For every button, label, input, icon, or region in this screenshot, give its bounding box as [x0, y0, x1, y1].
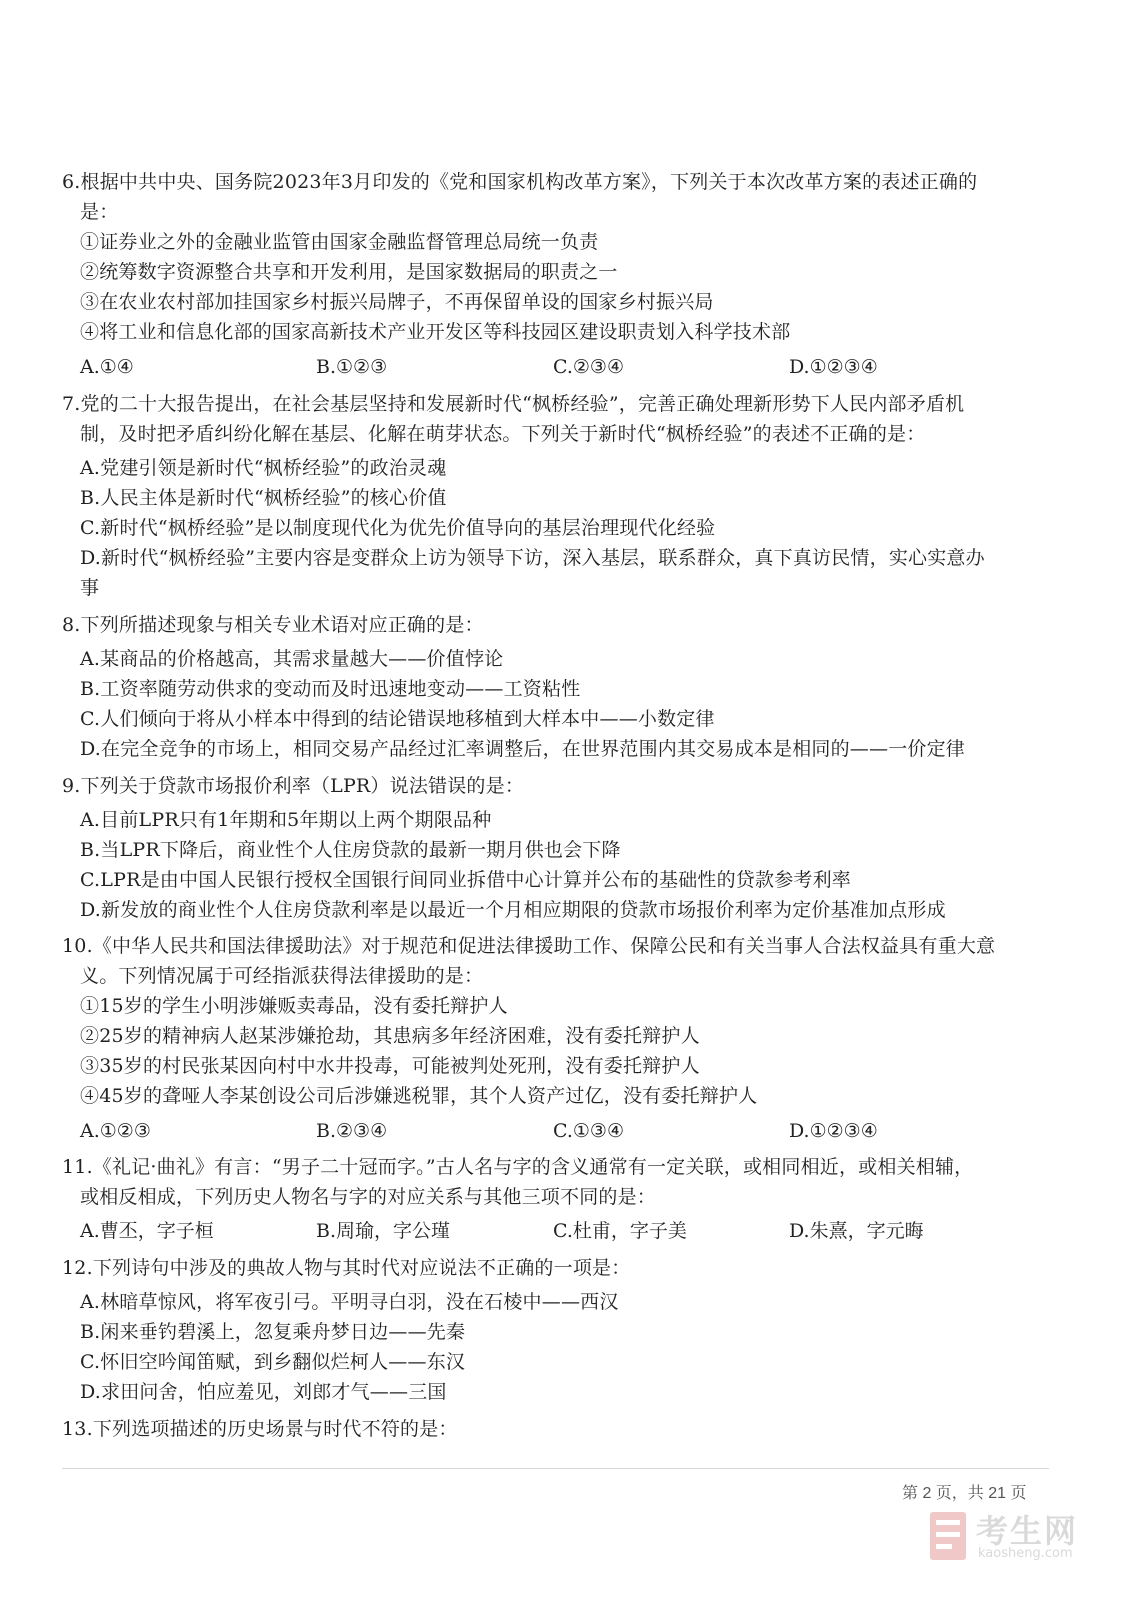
footer-divider: [62, 1468, 1049, 1469]
question-6-item-1: ①证券业之外的金融业监管由国家金融监督管理总局统一负责: [80, 231, 599, 253]
question-6-option-b: B.①②③: [316, 356, 388, 378]
watermark-logo-text: 考生网: [976, 1512, 1079, 1550]
question-7-option-d-cont: 事: [80, 577, 100, 599]
question-6-item-4: ④将工业和信息化部的国家高新技术产业开发区等科技园区建设职责划入科学技术部: [80, 321, 791, 343]
question-6-stem-line-2: 是：: [80, 201, 119, 223]
question-9-stem: 9.下列关于贷款市场报价利率（LPR）说法错误的是：: [62, 775, 525, 797]
question-7-option-b: B.人民主体是新时代“枫桥经验”的核心价值: [80, 487, 447, 509]
question-12-option-c: C.怀旧空吟闻笛赋，到乡翻似烂柯人——东汉: [80, 1351, 466, 1373]
watermark-url: kaosheng.com: [978, 1546, 1073, 1561]
question-12-option-b: B.闲来垂钓碧溪上，忽复乘舟梦日边——先秦: [80, 1321, 466, 1343]
question-6-option-c: C.②③④: [553, 356, 624, 378]
question-10-item-4: ④45岁的聋哑人李某创设公司后涉嫌逃税罪，其个人资产过亿，没有委托辩护人: [80, 1085, 758, 1107]
question-10-item-1: ①15岁的学生小明涉嫌贩卖毒品，没有委托辩护人: [80, 995, 508, 1017]
question-11-option-b: B.周瑜，字公瑾: [316, 1220, 451, 1242]
question-10-option-a: A.①②③: [80, 1120, 151, 1142]
question-8-stem: 8.下列所描述现象与相关专业术语对应正确的是：: [62, 614, 484, 636]
question-11-option-a: A.曹丕，字子桓: [80, 1220, 214, 1242]
question-6-option-d: D.①②③④: [789, 356, 878, 378]
question-10-item-3: ③35岁的村民张某因向村中水井投毒，可能被判处死刑，没有委托辩护人: [80, 1055, 700, 1077]
question-11-stem-line-2: 或相反相成，下列历史人物名与字的对应关系与其他三项不同的是：: [80, 1186, 657, 1208]
watermark-logo: [928, 1506, 1128, 1586]
page-number: 第 2 页，共 21 页: [902, 1485, 1027, 1502]
question-10-option-c: C.①③④: [553, 1120, 624, 1142]
question-6-option-a: A.①④: [80, 356, 134, 378]
question-7-option-a: A.党建引领是新时代“枫桥经验”的政治灵魂: [80, 457, 447, 479]
question-10-option-d: D.①②③④: [789, 1120, 878, 1142]
question-12-option-d: D.求田问舍，怕应羞见，刘郎才气——三国: [80, 1381, 447, 1403]
question-9-option-c: C.LPR是由中国人民银行授权全国银行间同业拆借中心计算并公布的基础性的贷款参考利率: [80, 869, 852, 891]
question-13-stem: 13.下列选项描述的历史场景与时代不符的是：: [62, 1418, 458, 1440]
question-10-item-2: ②25岁的精神病人赵某涉嫌抢劫，其患病多年经济困难，没有委托辩护人: [80, 1025, 700, 1047]
question-7-option-d: D.新时代“枫桥经验”主要内容是变群众上访为领导下访，深入基层，联系群众，真下真访民情，实心实意办: [80, 547, 985, 569]
question-12-option-a: A.林暗草惊风，将军夜引弓。平明寻白羽，没在石棱中——西汉: [80, 1291, 619, 1313]
question-9-option-b: B.当LPR下降后，商业性个人住房贷款的最新一期月供也会下降: [80, 839, 621, 861]
question-11-option-d: D.朱熹，字元晦: [789, 1220, 924, 1242]
question-7-stem-line-2: 制，及时把矛盾纠纷化解在基层、化解在萌芽状态。下列关于新时代“枫桥经验”的表述不正确的是：: [80, 423, 926, 445]
question-6-stem-line-1: 6.根据中共中央、国务院2023年3月印发的《党和国家机构改革方案》，下列关于本次改革方案的表述正确的: [62, 171, 978, 193]
question-10-stem-line-1: 10.《中华人民共和国法律援助法》对于规范和促进法律援助工作、保障公民和有关当事人合法权益具有重大意: [62, 935, 996, 957]
question-8-option-d: D.在完全竞争的市场上，相同交易产品经过汇率调整后，在世界范围内其交易成本是相同的——一价定律: [80, 738, 965, 760]
question-12-stem: 12.下列诗句中涉及的典故人物与其时代对应说法不正确的一项是：: [62, 1257, 631, 1279]
question-8-option-a: A.某商品的价格越高，其需求量越大——价值悖论: [80, 648, 504, 670]
question-7-stem-line-1: 7.党的二十大报告提出，在社会基层坚持和发展新时代“枫桥经验”，完善正确处理新形势下人民内部矛盾机: [62, 393, 965, 415]
question-11-option-c: C.杜甫，字子美: [553, 1220, 687, 1242]
question-8-option-b: B.工资率随劳动供求的变动而及时迅速地变动——工资粘性: [80, 678, 581, 700]
question-6-item-2: ②统筹数字资源整合共享和开发利用，是国家数据局的职责之一: [80, 261, 618, 283]
logo-mark-icon: [928, 1510, 968, 1562]
question-6-item-3: ③在农业农村部加挂国家乡村振兴局牌子，不再保留单设的国家乡村振兴局: [80, 291, 714, 313]
question-10-option-b: B.②③④: [316, 1120, 388, 1142]
question-11-stem-line-1: 11.《礼记·曲礼》有言：“男子二十冠而字。”古人名与字的含义通常有一定关联，或相同相近，或相关相辅，: [62, 1156, 974, 1178]
question-7-option-c: C.新时代“枫桥经验”是以制度现代化为优先价值导向的基层治理现代化经验: [80, 517, 716, 539]
question-9-option-d: D.新发放的商业性个人住房贷款利率是以最近一个月相应期限的贷款市场报价利率为定价基准加点形成: [80, 899, 946, 921]
question-8-option-c: C.人们倾向于将从小样本中得到的结论错误地移植到大样本中——小数定律: [80, 708, 715, 730]
question-9-option-a: A.目前LPR只有1年期和5年期以上两个期限品种: [80, 809, 492, 831]
question-10-stem-line-2: 义。下列情况属于可经指派获得法律援助的是：: [80, 965, 484, 987]
